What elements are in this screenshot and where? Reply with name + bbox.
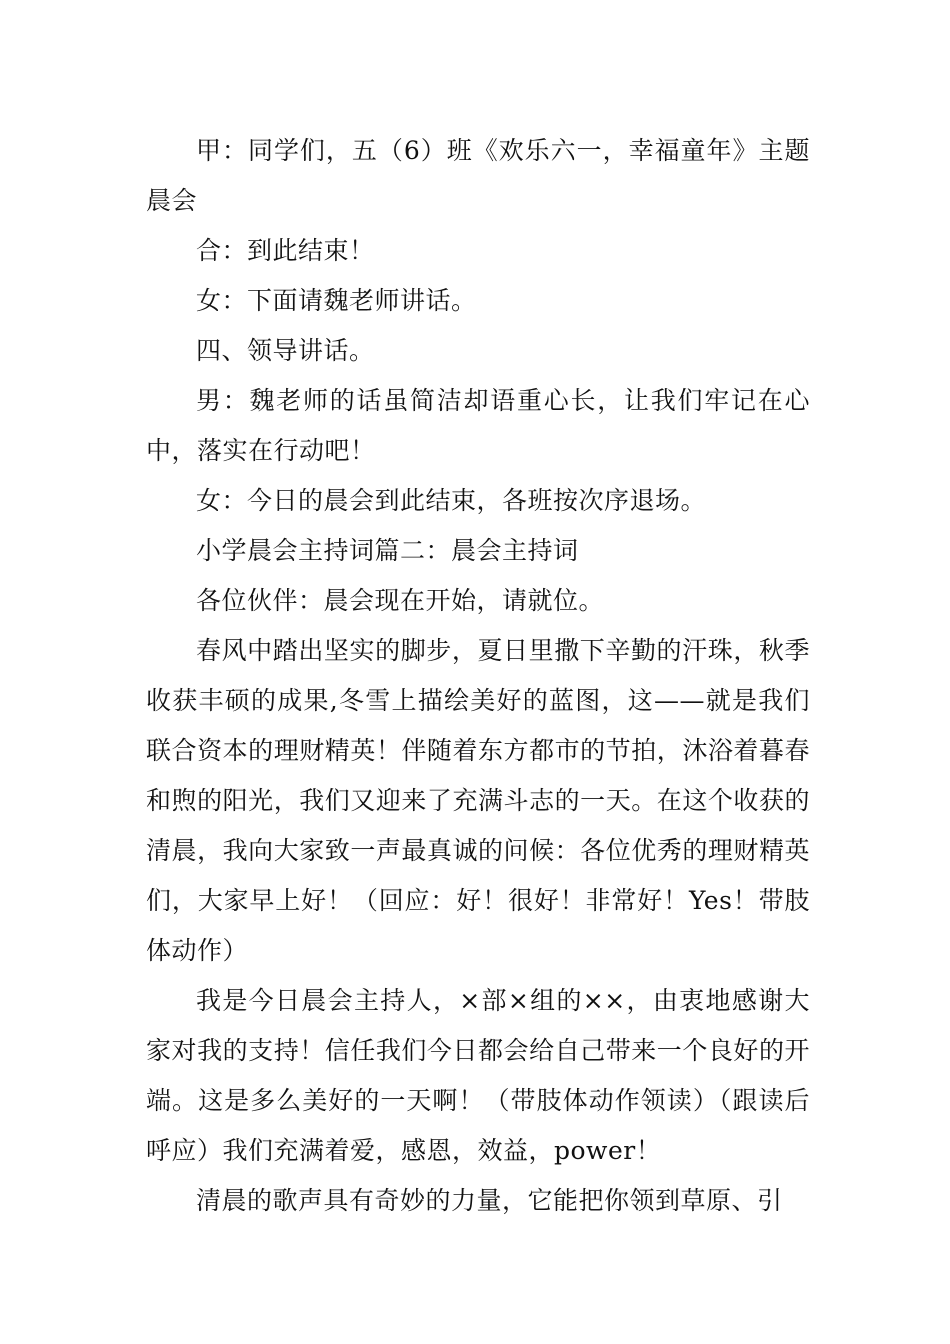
paragraph-teacher-invite: 女：下面请魏老师讲话。 [196, 286, 477, 315]
paragraph-part-two-title: 小学晨会主持词篇二：晨会主持词 [196, 536, 579, 565]
paragraph-host-introduction: 我是今日晨会主持人，×部×组的××，由衷地感谢大家对我的支持！信任我们今日都会给自己带来一个良好的开端。这是多么美好的一天啊！（带肢体动作领读）（跟读后呼应）我们充满着爱，感恩，效益，power！ [146, 986, 810, 1165]
paragraph-male-host: 男：魏老师的话虽简洁却语重心长，让我们牢记在心中，落实在行动吧！ [146, 386, 810, 465]
paragraph-morning-song: 清晨的歌声具有奇妙的力量，它能把你领到草原、引 [196, 1186, 783, 1215]
paragraph-start: 各位伙伴：晨会现在开始，请就位。 [196, 586, 605, 615]
paragraph-seasons-intro: 春风中踏出坚实的脚步，夏日里撒下辛勤的汗珠，秋季收获丰硕的成果,冬雪上描绘美好的蓝图，这——就是我们联合资本的理财精英！伴随着东方都市的节拍，沐浴着暮春和煦的阳光，我们又迎来了充满斗志的一天。在这个收获的清晨，我向大家致一声最真诚的问候：各位优秀的理财精英们，大家早上好！（回应：好！很好！非常好！Yes！带肢体动作） [146, 636, 810, 965]
paragraph-section-heading: 四、领导讲话。 [196, 336, 375, 365]
paragraph-chorus-end: 合：到此结束！ [196, 236, 375, 265]
paragraph-closing: 女：今日的晨会到此结束，各班按次序退场。 [196, 486, 707, 515]
document-body [146, 126, 810, 1226]
paragraph-opening-announcement: 甲：同学们，五（6）班《欢乐六一，幸福童年》主题晨会 [146, 136, 810, 215]
